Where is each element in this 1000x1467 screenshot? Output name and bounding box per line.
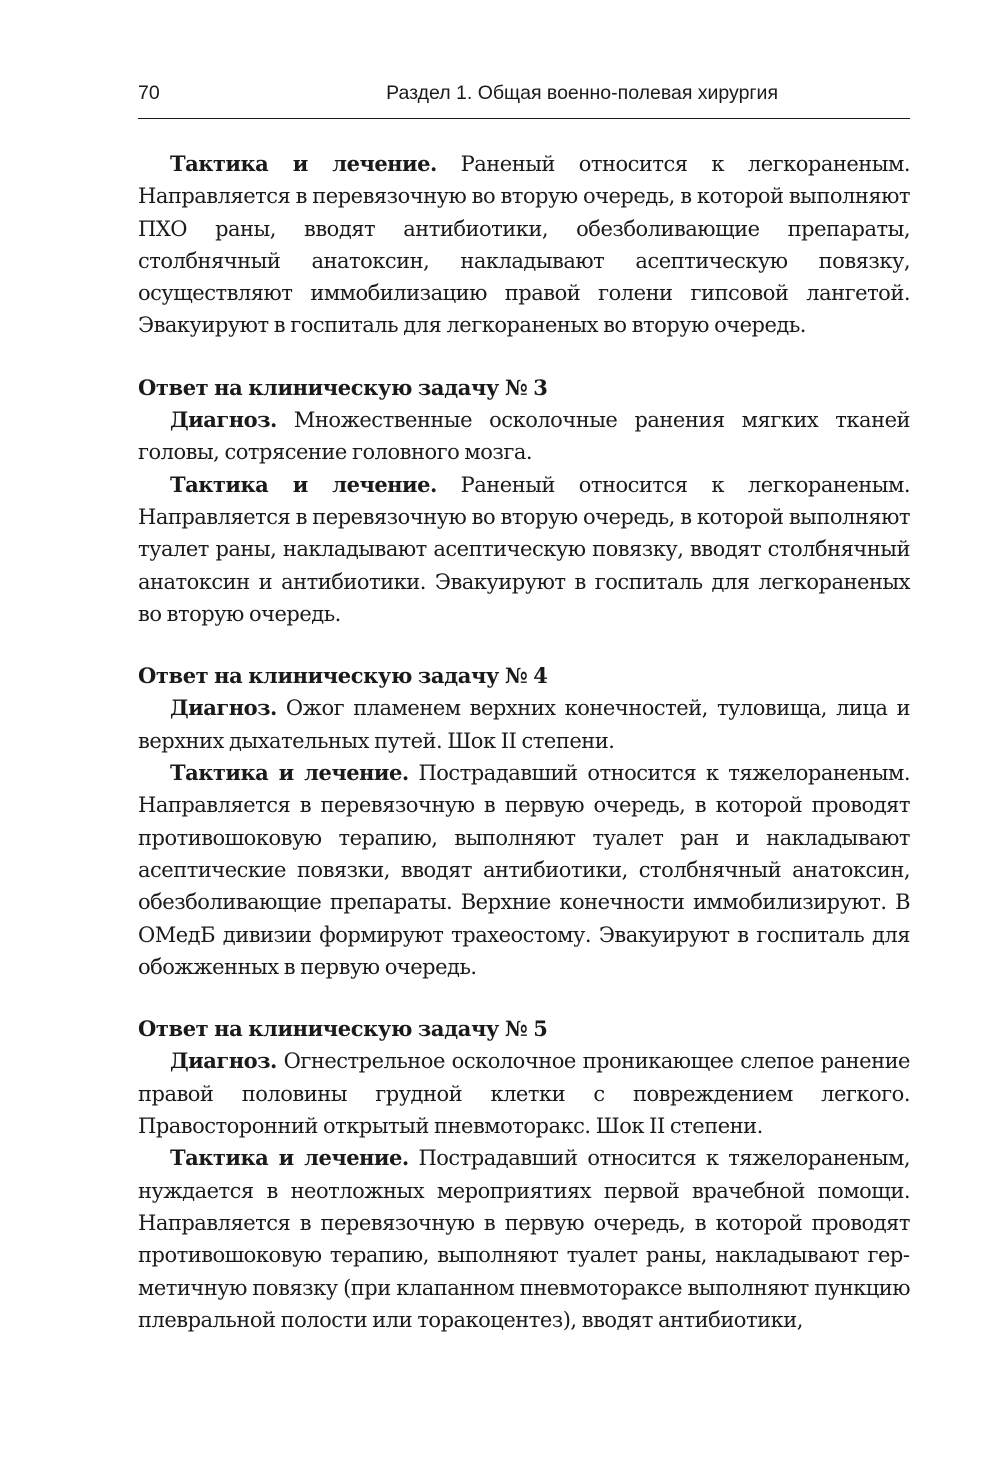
tactics-text: Раненый относится к легкораненым. Направляется в перевязочную во вторую очередь, в которой выполняют туалет раны, накладывают асептическую повязку, вводят столбнячный анатоксин и антибиотики. Эвакуируют в госпиталь для легкораненых во вторую очередь.	[138, 472, 910, 626]
tactics-text: Пострадавший относится к тяжелораненым, нуждается в неотложных мероприятиях первой врачебной помощи. Направляется в перевязочную в первую очередь, в которой проводят противошоковую терапию, выполняют туалет раны, накладывают герметичную повязку (при клапанном пневмотораксе выполняют пункцию плевральной полости или торакоцентез), вводят антибиотики,	[138, 1146, 910, 1332]
running-header	[138, 0, 910, 119]
tactics-paragraph	[138, 148, 910, 342]
tactics-label: Тактика и лечение.	[170, 760, 409, 786]
diagnosis-label: Диагноз.	[170, 1048, 277, 1074]
intro-block	[138, 148, 910, 342]
diagnosis-paragraph	[138, 1045, 910, 1142]
tactics-text: Раненый относится к легкораненым. Направляется в перевязочную во вторую очередь, в которой выполняют ПХО раны, вводят антибиотики, обезболивающие препараты, столбнячный анатоксин, накладывают асептическую повязку, осуществляют иммобилизацию правой голени гипсовой лангетой. Эвакуируют в госпиталь для легкораненых во вторую очередь.	[138, 152, 910, 338]
diagnosis-label: Диагноз.	[170, 695, 277, 721]
diagnosis-text: Огнестрельное осколочное проникающее слепое ранение правой половины грудной клетки с повреждением легкого. Правосторонний открытый пневмоторакс. Шок II степени.	[138, 1049, 910, 1139]
tactics-label: Тактика и лечение.	[170, 471, 437, 497]
page-body	[138, 148, 910, 1336]
diagnosis-text: Множественные осколочные ранения мягких тканей головы, сотрясение головного мозга.	[138, 408, 910, 465]
tactics-label: Тактика и лечение.	[170, 1145, 409, 1171]
tactics-text: Пострадавший относится к тяжелораненым. Направляется в перевязочную в первую очередь, в которой проводят противошоковую терапию, выполняют туалет ран и накладывают асептические повязки, вводят антибиотики, столбнячный анатоксин, обезболивающие препараты. Верхние конечности иммобилизируют. В ОМедБ дивизии формируют трахеостому. Эвакуируют в госпиталь для обожженных в первую очередь.	[138, 761, 910, 979]
tactics-paragraph	[138, 757, 910, 983]
answer-block-4	[138, 660, 910, 983]
diagnosis-paragraph	[138, 692, 910, 757]
section-title: Раздел 1. Общая военно-полевая хирургия	[386, 82, 778, 104]
answer-block-3	[138, 372, 910, 630]
diagnosis-label: Диагноз.	[170, 407, 277, 433]
tactics-label: Тактика и лечение.	[170, 151, 437, 176]
tactics-paragraph	[138, 1142, 910, 1336]
book-page	[138, 0, 910, 1336]
answer-heading: Ответ на клиническую задачу № 4	[138, 663, 548, 689]
diagnosis-text: Ожог пламенем верхних конечностей, туловища, лица и верхних дыхательных путей. Шок II степени.	[138, 696, 910, 753]
answer-block-5	[138, 1013, 910, 1336]
answer-heading: Ответ на клиническую задачу № 5	[138, 1016, 548, 1042]
diagnosis-paragraph	[138, 404, 910, 469]
tactics-paragraph	[138, 469, 910, 630]
page-number: 70	[138, 82, 160, 104]
answer-heading: Ответ на клиническую задачу № 3	[138, 374, 548, 400]
